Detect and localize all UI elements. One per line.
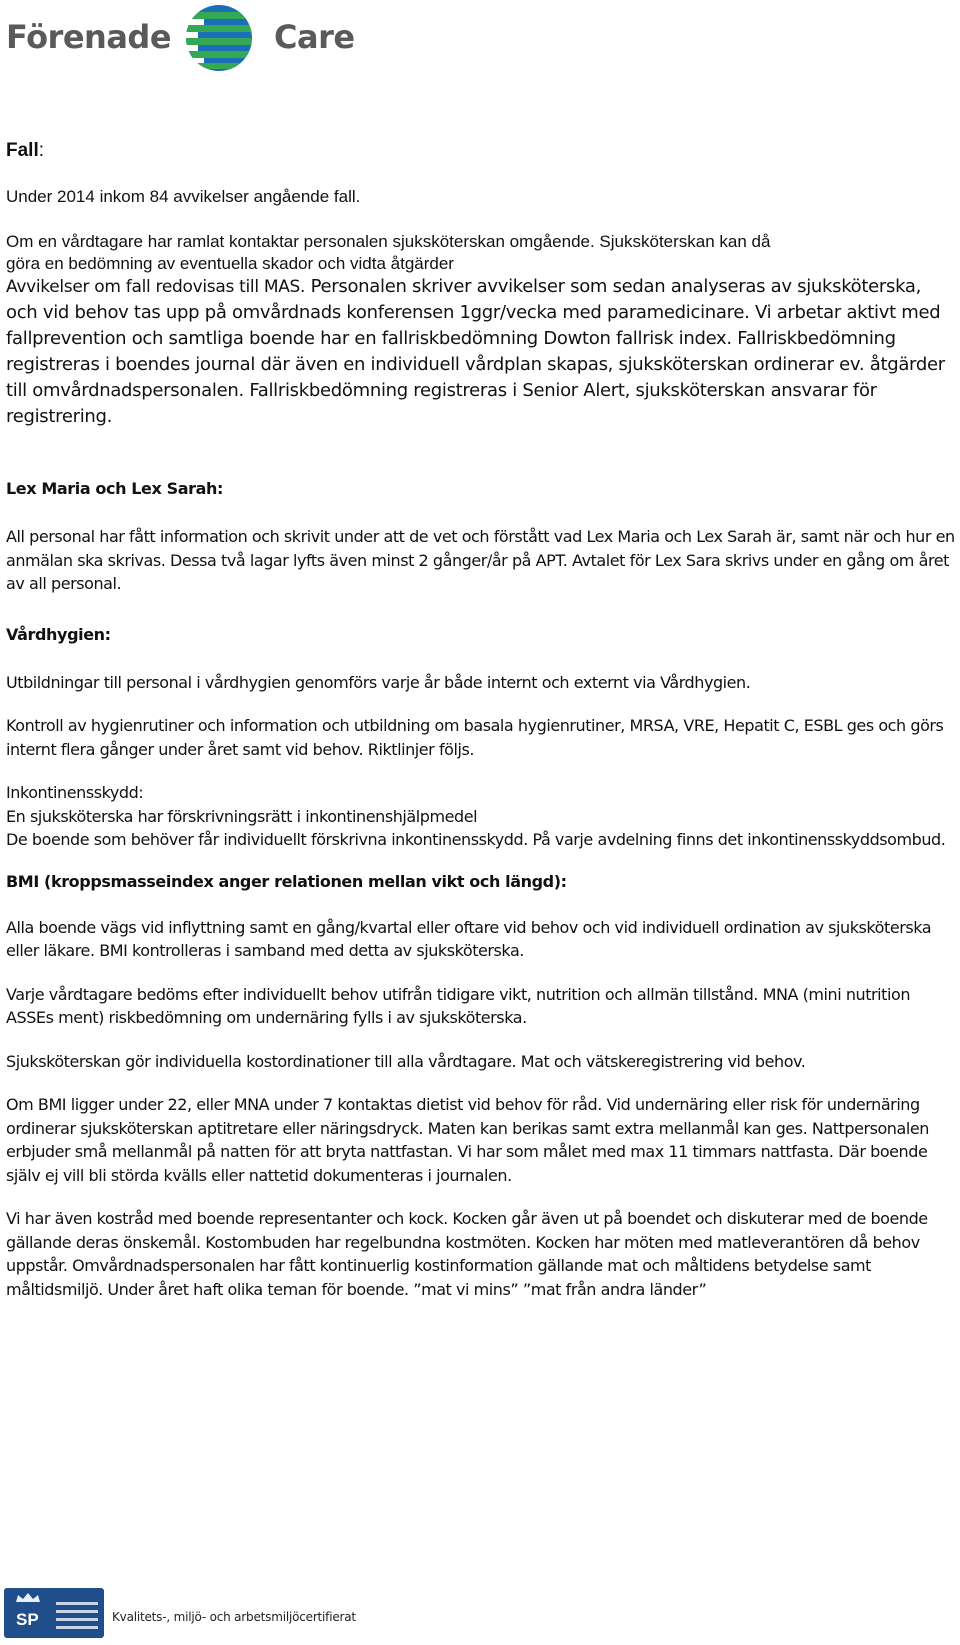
logo-word-right: Care bbox=[274, 18, 355, 56]
fall-paragraph-2-line-2: göra en bedömning av eventuella skador och vidta åtgärder bbox=[6, 254, 454, 273]
section-heading-bmi: BMI (kroppsmasseindex anger relationen mellan vikt och längd): bbox=[6, 871, 567, 891]
certification-badge bbox=[4, 1588, 104, 1638]
inkontinens-line-2: De boende som behöver får individuellt förskrivna inkontinensskydd. På varje avdelning finns det inkontinensskyddsombud. bbox=[6, 830, 946, 849]
section-heading-inkontinens: Inkontinensskydd: bbox=[6, 783, 144, 802]
hygien-paragraph-2: Kontroll av hygienrutiner och information och utbildning om basala hygienrutiner, MRSA, VRE, Hepatit C, ESBL ges och görs internt flera gånger under året samt vid behov. Riktlinjer följs. bbox=[6, 716, 944, 759]
hygien-paragraph-1: Utbildningar till personal i vårdhygien genomförs varje år både internt och externt via Vårdhygien. bbox=[6, 672, 751, 692]
section-heading-hygien: Vårdhygien: bbox=[6, 624, 111, 644]
crown-icon bbox=[14, 1592, 42, 1604]
bmi-paragraph-5: Vi har även kostråd med boende representanter och kock. Kocken går även ut på boendet och diskuterar med de boende gällande deras önskemål. Kostombuden har regelbundna kostmöten. Kocken har möten med matleverantören då behov uppstår. Omvårdnadspersonalen har fått kontinuerlig kostinformation gällande mat och måltidens betydelse samt måltidsmiljö. Under året haft olika teman för boende. ”mat vi mins” ”mat från andra länder” bbox=[6, 1209, 928, 1299]
fall-paragraph-1: Under 2014 inkom 84 avvikelser angående fall. bbox=[6, 187, 361, 206]
inkontinens-line-1: En sjuksköterska har förskrivningsrätt i inkontinenshjälpmedel bbox=[6, 806, 478, 826]
fall-paragraph-2-body bbox=[6, 274, 956, 430]
fall-paragraph-2-line-1: Om en vårdtagare har ramlat kontaktar personalen sjuksköterskan omgående. Sjuksköterskan kan då bbox=[6, 232, 771, 251]
page-footer bbox=[4, 1588, 604, 1640]
fall-mas-sentence: Avvikelser om fall redovisas till MAS. bbox=[6, 277, 306, 297]
fall-analysis-text: Personalen skriver avvikelser som sedan analyseras av sjuksköterska, och vid behov tas upp på omvårdnads konferensen 1ggr/vecka med paramedicinare. Vi arbetar aktivt med fallprevention och samtliga boende har en fallriskbedömning Dowton fallrisk index. Fallriskbedömning registreras i boendes journal där även en individuell vårdplan skapas, sjuksköterskan ordinerar ev. åtgärder till omvårdnadspersonalen. Fallriskbedömning registreras i Senior Alert, sjuksköterskan ansvarar för registrering. bbox=[6, 276, 945, 427]
logo-emblem-icon bbox=[182, 3, 256, 73]
bmi-paragraph-4: Om BMI ligger under 22, eller MNA under 7 kontaktas dietist vid behov för råd. Vid undernäring eller risk för undernäring ordinerar sjuksköterskan aptitretare eller näringsdryck. Maten kan berikas samt extra mellanmål kan ges. Nattpersonalen erbjuder små mellanmål på natten för att bryta nattfastan. Vi har som målet med max 11 timmars nattfasta. Där boende själv ej vill bli störda kvälls eller nattetid dokumenteras i journalen. bbox=[6, 1095, 929, 1185]
document-body bbox=[6, 140, 956, 1301]
bmi-paragraph-3: Sjuksköterskan gör individuella kostordinationer till alla vårdtagare. Mat och vätskeregistrering vid behov. bbox=[6, 1051, 806, 1071]
bmi-paragraph-2: Varje vårdtagare bedöms efter individuellt behov utifrån tidigare vikt, nutrition och allmän tillstånd. MNA (mini nutrition ASSEs ment) riskbedömning om undernäring fylls i av sjuksköterska. bbox=[6, 984, 911, 1027]
logo-word-left: Förenade bbox=[6, 18, 172, 56]
company-logo bbox=[6, 0, 366, 78]
section-heading-fall: Fall: bbox=[6, 140, 45, 161]
lex-paragraph: All personal har fått information och skrivit under att de vet och förstått vad Lex Maria och Lex Sarah är, samt när och hur en anmälan ska skrivas. Dessa två lagar lyfts även minst 2 gånger/år på APT. Avtalet för Lex Sara skrivs under en gång om året av all personal. bbox=[6, 527, 955, 593]
section-heading-lex: Lex Maria och Lex Sarah: bbox=[6, 479, 223, 498]
bmi-paragraph-1: Alla boende vägs vid inflyttning samt en gång/kvartal eller oftare vid behov och vid individuell ordination av sjuksköterska eller läkare. BMI kontrolleras i samband med detta av sjuksköterska. bbox=[6, 917, 932, 960]
certification-text: Kvalitets-, miljö- och arbetsmiljöcertifierat bbox=[112, 1610, 356, 1624]
certification-badge-lines bbox=[56, 1602, 98, 1634]
certification-badge-label: SP bbox=[16, 1610, 39, 1629]
